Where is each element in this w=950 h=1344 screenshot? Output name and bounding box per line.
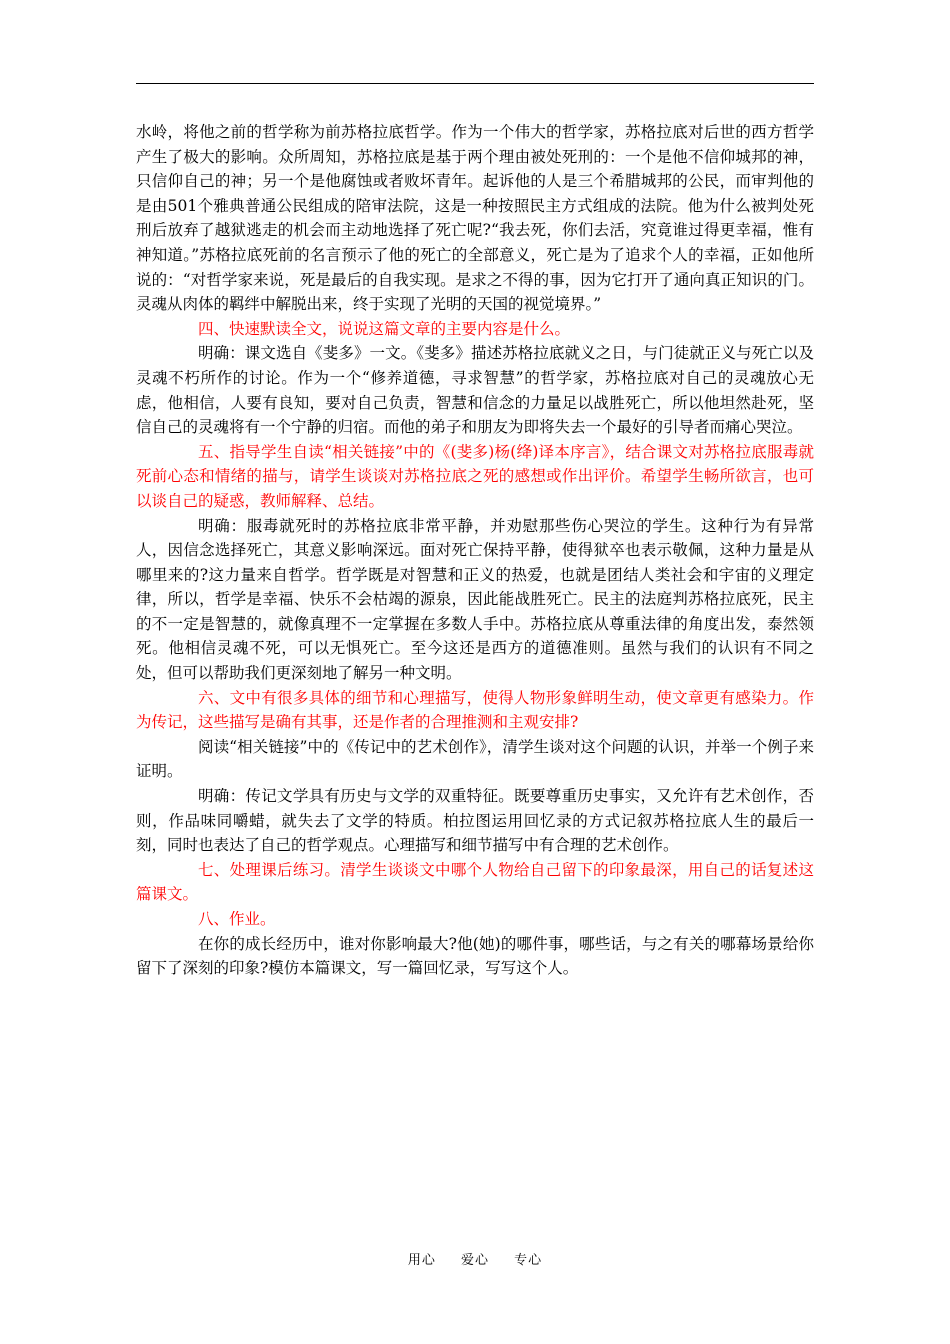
header-rule [136, 83, 814, 84]
footer-word: 专心 [514, 1253, 543, 1268]
section-7-heading: 七、处理课后练习。清学生谈谈文中哪个人物给自己留下的印象最深，用自己的话复述这篇课文。 [136, 860, 814, 904]
section-4-heading: 四、快速默读全文，说说这篇文章的主要内容是什么。 [198, 319, 571, 338]
homework-text: 在你的成长经历中，谁对你影响最大?他(她)的哪件事，哪些话，与之有关的哪幕场景给你留下了深刻的印象?模仿本篇课文，写一篇回忆录，写写这个人。 [136, 934, 814, 978]
page-footer [0, 1249, 950, 1268]
section-6-answer: 明确：传记文学具有历史与文学的双重特征。既要尊重历史事实，又允许有艺术创作，否则，作品味同嚼蜡，就失去了文学的特质。柏拉图运用回忆录的方式记叙苏格拉底人生的最后一刻，同时也表达了自己的哲学观点。心理描写和细节描写中有合理的艺术创作。 [136, 787, 814, 855]
section-5-heading: 五、指导学生自读“相关链接”中的《(斐多)杨(绛)译本序言》，结合课文对苏格拉底服毒就死前心态和情绪的描与，请学生谈谈对苏格拉底之死的感想或作出评价。希望学生畅所欲言，也可以谈自己的疑惑，教师解释、总结。 [136, 442, 814, 510]
document-body [136, 120, 814, 981]
footer-word: 用心 [407, 1253, 436, 1268]
section-6-heading: 六、文中有很多具体的细节和心理描写，使得人物形象鲜明生动，使文章更有感染力。作为传记，这些描写是确有其事，还是作者的合理推测和主观安排? [136, 688, 814, 732]
section-4-answer: 明确：课文选自《斐多》一文。《斐多》描述苏格拉底就义之日，与门徒就正义与死亡以及灵魂不朽所作的讨论。作为一个“修养道德，寻求智慧”的哲学家，苏格拉底对自己的灵魂放心无虑，他相信，人要有良知，要对自己负责，智慧和信念的力量足以战胜死亡，所以他坦然赴死，坚信自己的灵魂将有一个宁静的归宿。而他的弟子和朋友为即将失去一个最好的引导者而痛心哭泣。 [136, 344, 814, 437]
section-8-heading: 八、作业。 [198, 910, 276, 928]
paragraph-continuation: 水岭，将他之前的哲学称为前苏格拉底哲学。作为一个伟大的哲学家，苏格拉底对后世的西方哲学产生了极大的影响。众所周知，苏格拉底是基于两个理由被处死刑的：一个是他不信仰城邦的神，只信仰自己的神；另一个是他腐蚀或者败坏青年。起诉他的人是三个希腊城邦的公民，而审判他的是由501个雅典普通公民组成的陪审法院，这是一种按照民主方式组成的法院。他为什么被判处死刑后放弃了越狱逃走的机会而主动地选择了死亡呢?“我去死，你们去活，究竟谁过得更幸福，惟有神知道。”苏格拉底死前的名言预示了他的死亡的全部意义，死亡是为了追求个人的幸福，正如他所说的：“对哲学家来说，死是最后的自我实现。是求之不得的事，因为它打开了通向真正知识的门。灵魂从肉体的羁绊中解脱出来，终于实现了光明的天国的视觉境界。” [136, 123, 814, 314]
footer-word: 爱心 [460, 1253, 489, 1268]
section-5-answer: 明确：服毒就死时的苏格拉底非常平静，并劝慰那些伤心哭泣的学生。这种行为有异常人，因信念选择死亡，其意义影响深远。面对死亡保持平静，使得狱卒也表示敬佩，这种力量是从哪里来的?这力量来自哲学。哲学既是对智慧和正义的热爱，也就是团结人类社会和宇宙的义理定律，所以，哲学是幸福、快乐不会枯竭的源泉，因此能战胜死亡。民主的法庭判苏格拉底死，民主的不一定是智慧的，就像真理不一定掌握在多数人手中。苏格拉底从尊重法律的角度出发，泰然领死。他相信灵魂不死，可以无惧死亡。至今这还是西方的道德准则。虽然与我们的认识有不同之处，但可以帮助我们更深刻地了解另一种文明。 [136, 516, 814, 683]
section-6-instruction: 阅读“相关链接”中的《传记中的艺术创作》，清学生谈对这个问题的认识，并举一个例子来证明。 [136, 737, 814, 781]
